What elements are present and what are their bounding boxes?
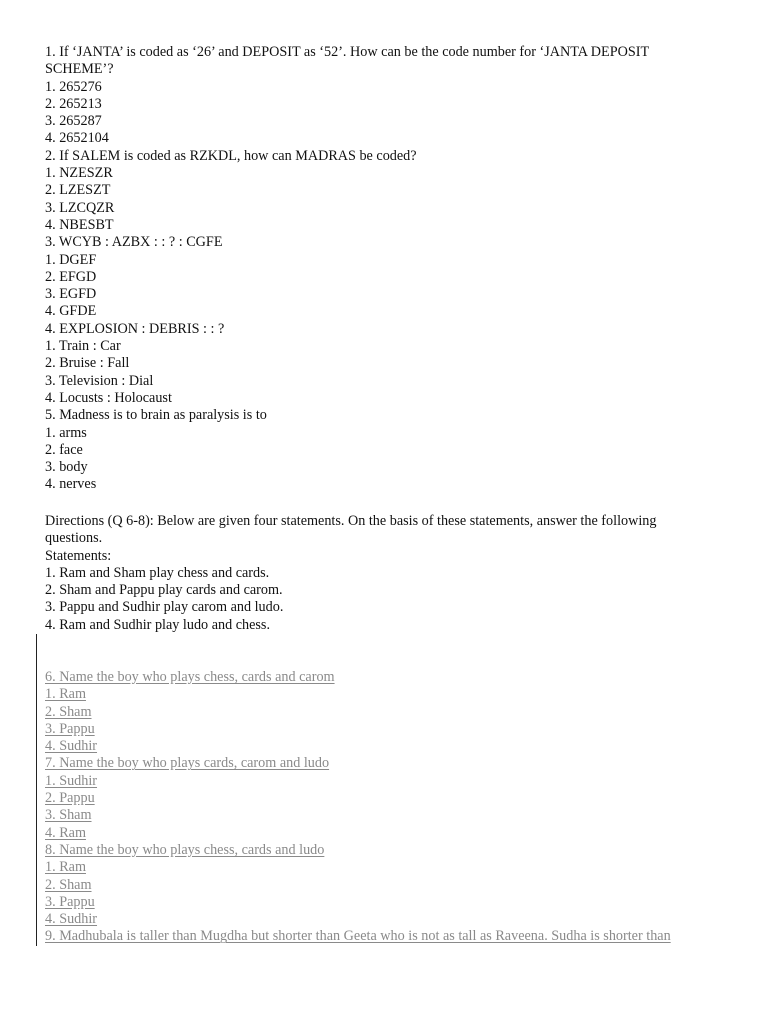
directions-line1: Directions (Q 6-8): Below are given four statements. On the basis of these statements, answer the following xyxy=(45,513,657,529)
q3-option-4: 4. GFDE xyxy=(45,303,97,320)
q8-link[interactable]: 8. Name the boy who plays chess, cards and ludo xyxy=(45,841,325,858)
q3-option-2: 2. EFGD xyxy=(45,268,97,285)
q5-option-3: 3. body xyxy=(45,459,88,476)
q1-text-line1: 1. If ‘JANTA’ is coded as ‘26’ and DEPOSIT as ‘52’. How can be the code number for ‘JANTA DEPOSIT xyxy=(45,44,650,60)
questions-6-to-9 xyxy=(45,669,725,946)
q8-option-1-link[interactable]: 1. Ram xyxy=(45,859,86,876)
q8-option-2-link[interactable]: 2. Sham xyxy=(45,876,92,893)
q7-option-1-link[interactable]: 1. Sudhir xyxy=(45,772,98,789)
statement-2: 2. Sham and Pappu play cards and carom. xyxy=(45,582,283,599)
q1-text-line2: SCHEME’? xyxy=(45,61,114,78)
q1-option-2: 2. 265213 xyxy=(45,95,102,112)
q2-option-2: 2. LZESZT xyxy=(45,182,111,199)
directions-line2: questions. xyxy=(45,530,103,547)
q4-text: 4. EXPLOSION : DEBRIS : : ? xyxy=(45,320,225,337)
q3-text: 3. WCYB : AZBX : : ? : CGFE xyxy=(45,234,223,251)
q5-option-1: 1. arms xyxy=(45,424,87,441)
q2-option-4: 4. NBESBT xyxy=(45,216,114,233)
q7-option-2-link[interactable]: 2. Pappu xyxy=(45,790,95,807)
q2-option-3: 3. LZCQZR xyxy=(45,199,115,216)
q1-option-4: 4. 2652104 xyxy=(45,130,109,147)
q5-option-2: 2. face xyxy=(45,441,83,458)
q4-option-3: 3. Television : Dial xyxy=(45,372,154,389)
statement-3: 3. Pappu and Sudhir play carom and ludo. xyxy=(45,599,284,616)
statement-4: 4. Ram and Sudhir play ludo and chess. xyxy=(45,616,270,633)
q6-option-1-link[interactable]: 1. Ram xyxy=(45,686,86,703)
q2-text: 2. If SALEM is coded as RZKDL, how can MADRAS be coded? xyxy=(45,147,417,164)
q4-option-4: 4. Locusts : Holocaust xyxy=(45,389,172,406)
statements-label: Statements: xyxy=(45,547,112,564)
statement-1: 1. Ram and Sham play chess and cards. xyxy=(45,564,270,581)
q8-option-3-link[interactable]: 3. Pappu xyxy=(45,893,95,910)
q6-option-3-link[interactable]: 3. Pappu xyxy=(45,720,95,737)
q6-option-4-link[interactable]: 4. Sudhir xyxy=(45,738,98,755)
q6-option-2-link[interactable]: 2. Sham xyxy=(45,703,92,720)
q3-option-1: 1. DGEF xyxy=(45,251,97,268)
q4-option-1: 1. Train : Car xyxy=(45,338,121,355)
q2-option-1: 1. NZESZR xyxy=(45,165,113,182)
q1-option-1: 1. 265276 xyxy=(45,78,102,95)
q7-option-4-link[interactable]: 4. Ram xyxy=(45,824,86,841)
q9-link[interactable]: 9. Madhubala is taller than Mugdha but shorter than Geeta who is not as tall as Raveena. Sudha is shorter than xyxy=(45,928,671,945)
q7-option-3-link[interactable]: 3. Sham xyxy=(45,807,92,824)
change-bar xyxy=(36,634,37,946)
q5-option-4: 4. nerves xyxy=(45,476,97,493)
directions-section xyxy=(45,513,725,634)
q3-option-3: 3. EGFD xyxy=(45,286,97,303)
q7-link[interactable]: 7. Name the boy who plays cards, carom and ludo xyxy=(45,755,330,772)
questions-1-to-5 xyxy=(45,44,725,494)
q1-option-3: 3. 265287 xyxy=(45,113,102,130)
q5-text: 5. Madness is to brain as paralysis is to xyxy=(45,407,267,424)
q4-option-2: 2. Bruise : Fall xyxy=(45,355,130,372)
q6-link[interactable]: 6. Name the boy who plays chess, cards and carom xyxy=(45,669,335,685)
q8-option-4-link[interactable]: 4. Sudhir xyxy=(45,911,98,928)
